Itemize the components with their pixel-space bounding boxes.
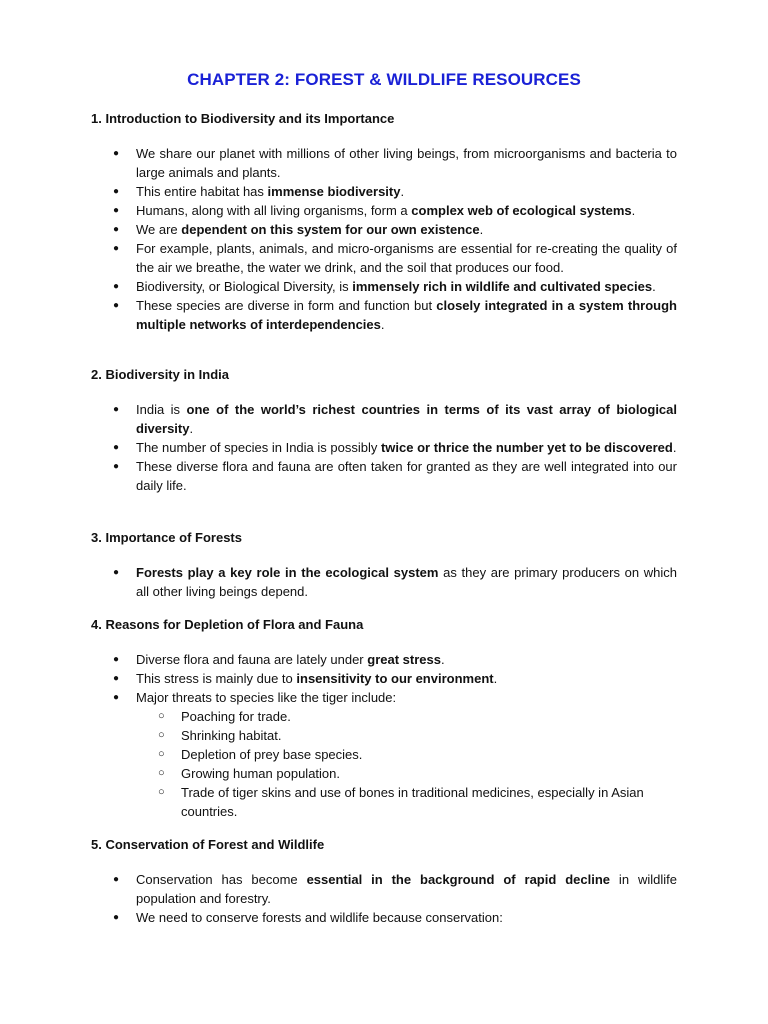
- bullet-item: [0, 400, 677, 438]
- text: We share our planet with millions of other living beings, from microorganisms and bacteria to large animals and plants.: [136, 146, 677, 180]
- bullet-item: [0, 908, 677, 927]
- text: Humans, along with all living organisms, form a: [136, 203, 412, 218]
- text: These species are diverse in form and function but: [136, 298, 437, 313]
- bullet-item: [0, 182, 677, 201]
- sub-bullet-list: [136, 707, 677, 821]
- section-heading-5: 5. Conservation of Forest and Wildlife: [91, 837, 325, 852]
- text: Conservation has become: [136, 872, 307, 887]
- text: .: [400, 184, 405, 199]
- bullet-item: [0, 239, 677, 277]
- section-heading-3: 3. Importance of Forests: [91, 530, 242, 545]
- bullet-item: [0, 220, 677, 239]
- sub-bullet-item: ○ Growing human population.: [136, 764, 677, 783]
- text: This entire habitat has: [136, 184, 268, 199]
- bullet-item: [0, 457, 677, 495]
- text: .: [672, 440, 677, 455]
- bold-text: immensely rich in wildlife and cultivated species: [352, 279, 653, 294]
- text: These diverse flora and fauna are often taken for granted as they are well integrated into our daily life.: [136, 459, 677, 493]
- text: .: [493, 671, 498, 686]
- bold-text: dependent on this system for our own existence: [181, 222, 480, 237]
- section-2-list: [0, 400, 677, 495]
- sub-bullet-item: ○ Poaching for trade.: [136, 707, 677, 726]
- bullet-item: [0, 688, 677, 821]
- section-4-list: [0, 650, 677, 821]
- text: For example, plants, animals, and micro-organisms are essential for re-creating the quality of the air we breathe, the water we drink, and the soil that produces our food.: [136, 241, 677, 275]
- bold-text: great stress: [367, 652, 441, 667]
- bold-text: complex web of ecological systems: [411, 203, 632, 218]
- section-heading-4: 4. Reasons for Depletion of Flora and Fauna: [91, 617, 364, 632]
- bullet-item: [0, 144, 677, 182]
- bold-text: Forests play a key role in the ecological system: [136, 565, 439, 580]
- text: Diverse flora and fauna are lately under: [136, 652, 368, 667]
- sub-bullet-item: ○ Depletion of prey base species.: [136, 745, 677, 764]
- text: .: [631, 203, 636, 218]
- bullet-item: [0, 650, 677, 669]
- text: as they are primary producers on which all other living beings depend.: [136, 565, 677, 599]
- text: This stress is mainly due to: [136, 671, 297, 686]
- bold-text: one of the world’s richest countries in terms of its vast array of biological diversity: [136, 402, 677, 436]
- section-3-list: [0, 563, 677, 601]
- text: .: [380, 317, 385, 332]
- page-title: CHAPTER 2: FOREST & WILDLIFE RESOURCES: [187, 70, 581, 89]
- bullet-item: [0, 296, 677, 334]
- bold-text: twice or thrice the number yet to be discovered: [380, 440, 673, 455]
- text: We need to conserve forests and wildlife because conservation:: [136, 910, 503, 925]
- text: Biodiversity, or Biological Diversity, is: [136, 279, 353, 294]
- text: .: [440, 652, 445, 667]
- text: We are: [136, 222, 182, 237]
- bullet-item: [0, 870, 677, 908]
- bold-text: closely integrated in a system through multiple networks of interdependencies: [136, 298, 678, 332]
- sub-bullet-item: ○ Shrinking habitat.: [136, 726, 677, 745]
- sub-bullet-item: ○ Trade of tiger skins and use of bones in traditional medicines, especially in Asian countries.: [136, 783, 677, 821]
- bullet-item: [0, 669, 677, 688]
- bullet-item: [0, 563, 677, 601]
- bullet-item: [0, 277, 677, 296]
- text: .: [189, 421, 194, 436]
- bullet-item: [0, 438, 677, 457]
- section-5-list: [0, 870, 677, 927]
- text: The number of species in India is possibly: [136, 440, 381, 455]
- text: Major threats to species like the tiger include:: [136, 690, 397, 705]
- text: India is: [136, 402, 187, 417]
- section-heading-1: 1. Introduction to Biodiversity and its Importance: [91, 111, 395, 126]
- section-heading-2: 2. Biodiversity in India: [91, 367, 229, 382]
- bullet-item: [0, 201, 677, 220]
- text: in wildlife population and forestry.: [136, 872, 677, 906]
- text: .: [652, 279, 656, 294]
- bold-text: insensitivity to our environment: [296, 671, 494, 686]
- section-1-list: [0, 144, 677, 334]
- bold-text: essential in the background of rapid decline: [306, 872, 611, 887]
- bold-text: immense biodiversity: [267, 184, 401, 199]
- text: .: [479, 222, 484, 237]
